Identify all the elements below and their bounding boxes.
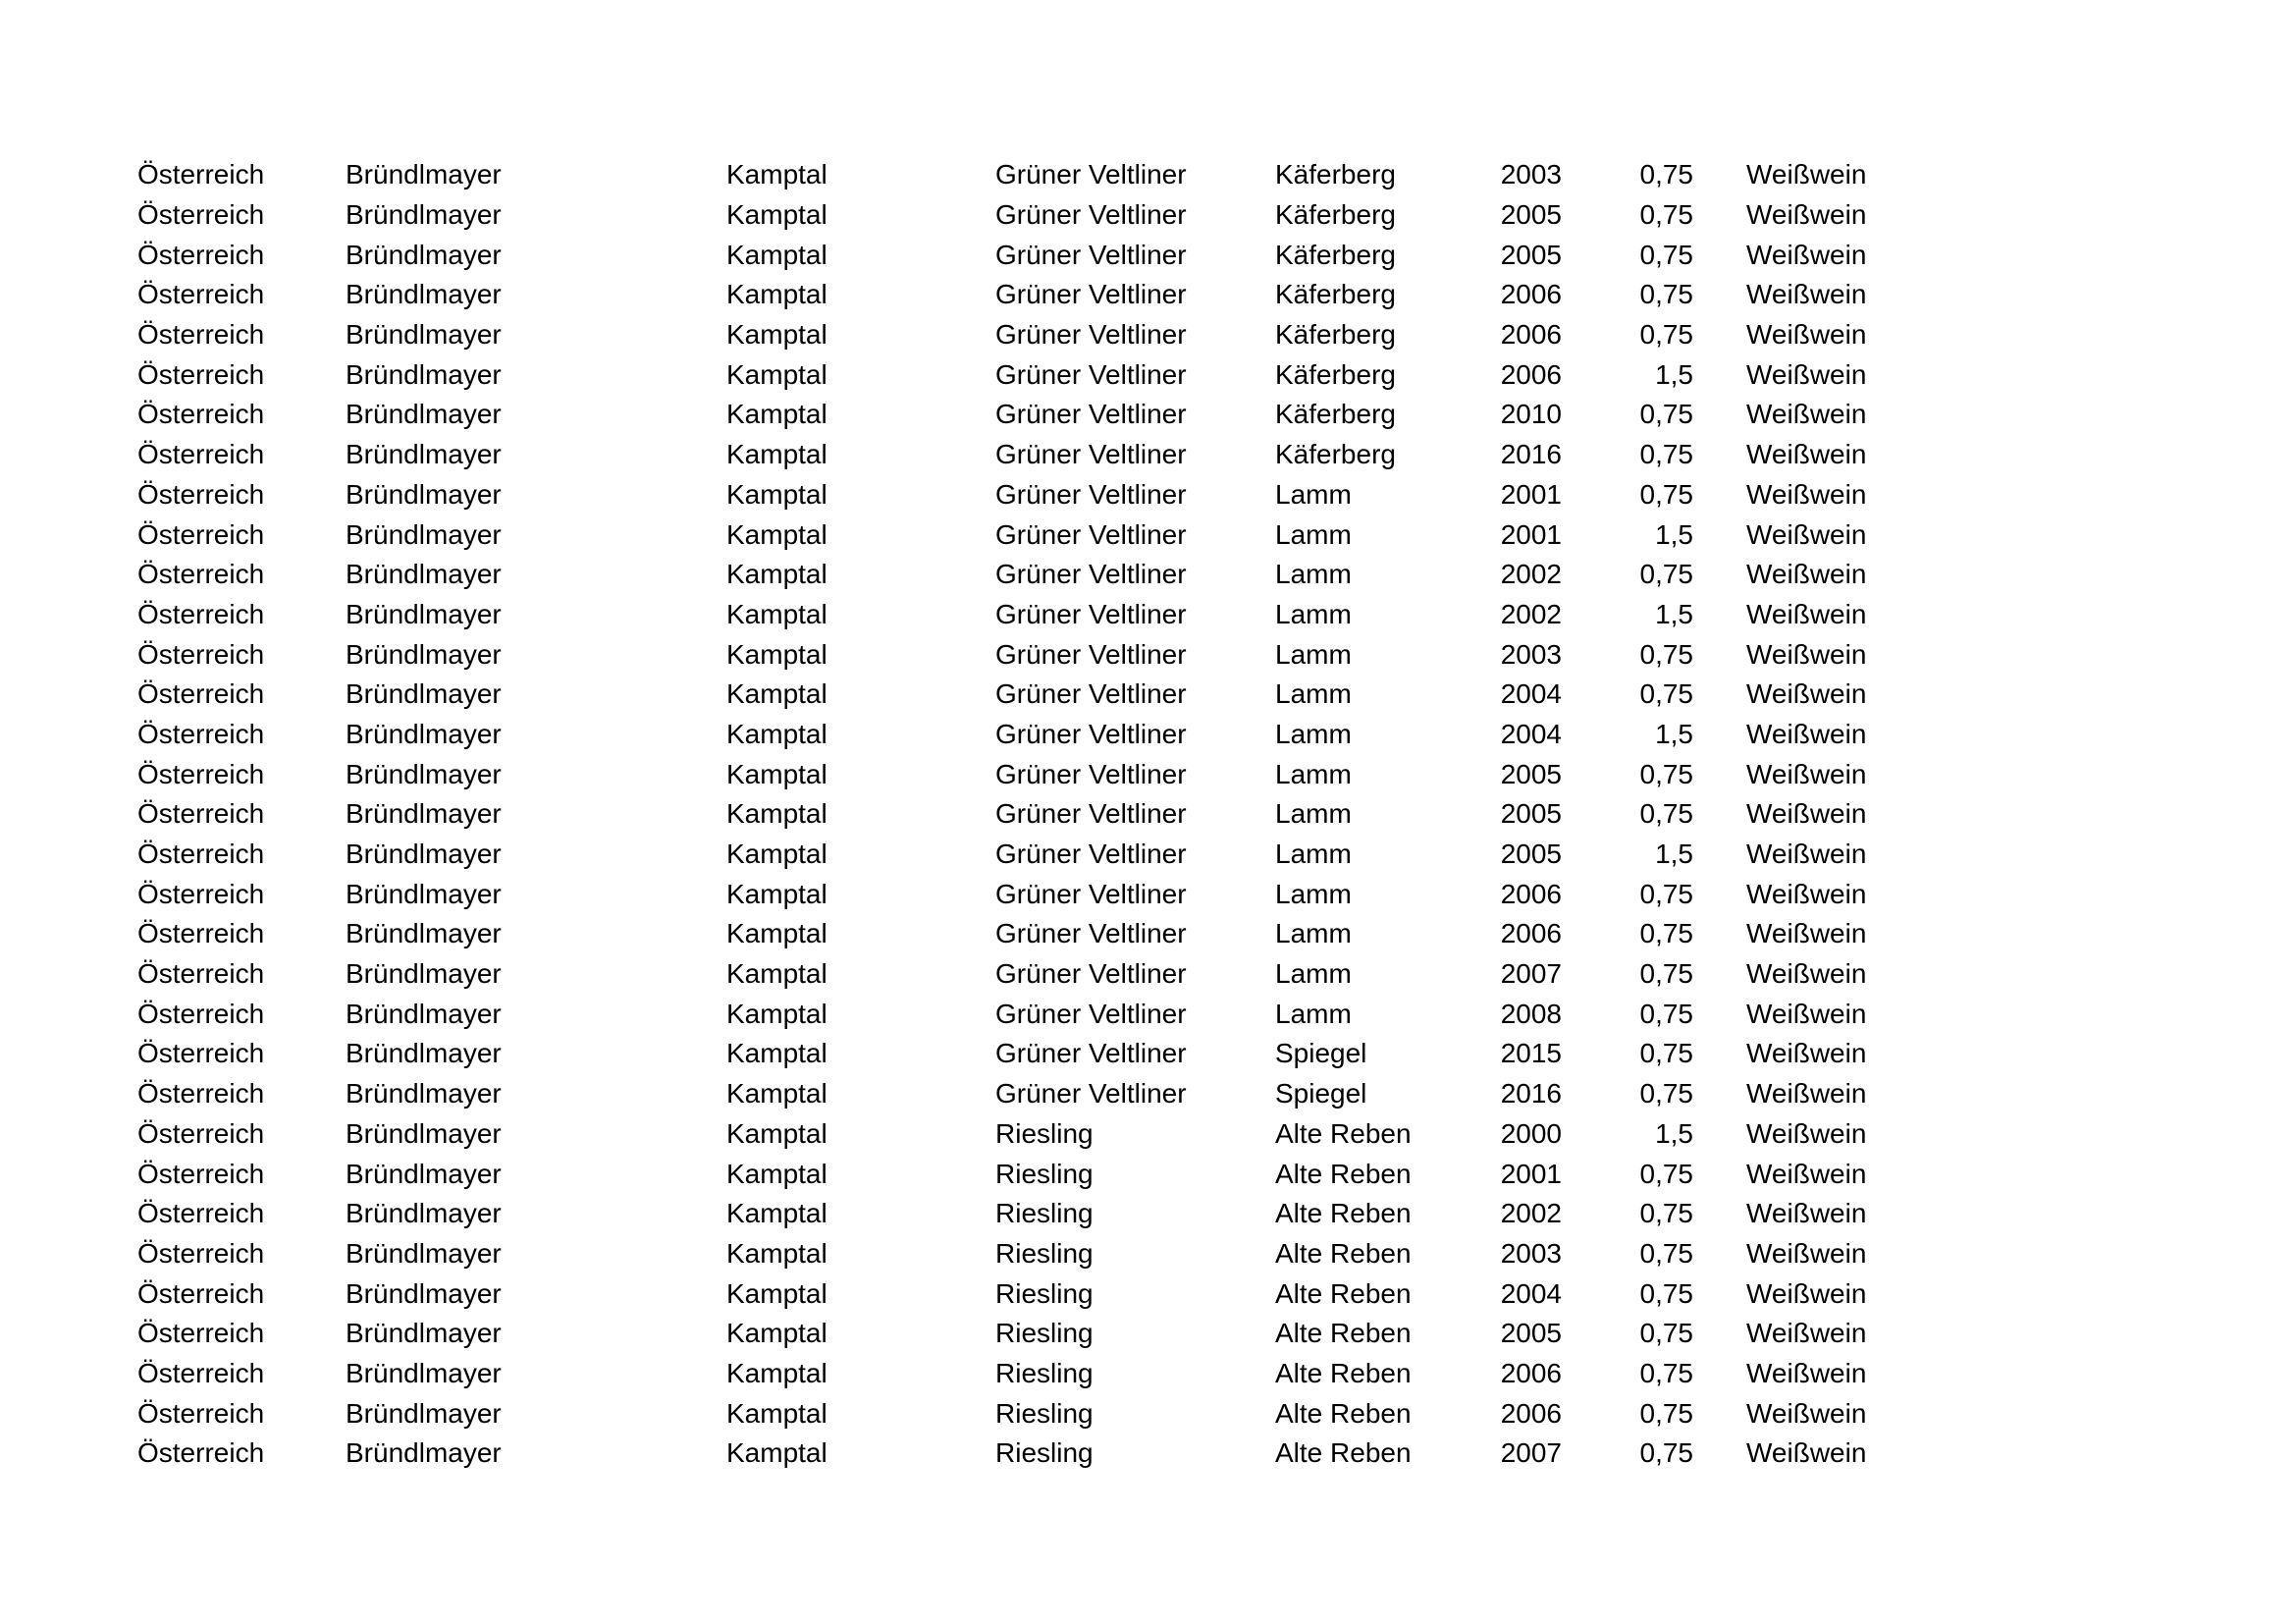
- vintage-cell: 2002: [1500, 1198, 1562, 1229]
- vineyard-cell: Lamm: [1275, 958, 1352, 990]
- vineyard-cell: Lamm: [1275, 478, 1352, 510]
- producer-cell: Bründlmayer: [346, 1198, 502, 1229]
- region-cell: Kamptal: [726, 1078, 828, 1110]
- country-cell: Österreich: [137, 1357, 265, 1388]
- table-row: [137, 155, 1866, 195]
- table-row: [137, 1393, 1866, 1434]
- grape-cell: Grüner Veltliner: [995, 199, 1187, 231]
- grape-cell: Riesling: [995, 1437, 1094, 1469]
- bottle-size-cell: 1,5: [1655, 358, 1693, 390]
- country-cell: Österreich: [137, 199, 265, 231]
- table-row: [137, 354, 1866, 395]
- wine-type-cell: Weißwein: [1746, 1237, 1867, 1269]
- country-cell: Österreich: [137, 958, 265, 990]
- region-cell: Kamptal: [726, 478, 828, 510]
- producer-cell: Bründlmayer: [346, 878, 502, 909]
- table-row: [137, 634, 1866, 675]
- table-row: [137, 1273, 1866, 1314]
- table-row: [137, 1074, 1866, 1114]
- wine-type-cell: Weißwein: [1746, 239, 1867, 270]
- vintage-cell: 2002: [1500, 598, 1562, 629]
- bottle-size-cell: 0,75: [1639, 1318, 1693, 1349]
- table-row: [137, 1194, 1866, 1234]
- vineyard-cell: Käferberg: [1275, 199, 1396, 231]
- country-cell: Österreich: [137, 279, 265, 310]
- bottle-size-cell: 0,75: [1639, 958, 1693, 990]
- bottle-size-cell: 0,75: [1639, 878, 1693, 909]
- producer-cell: Bründlmayer: [346, 638, 502, 670]
- bottle-size-cell: 1,5: [1655, 598, 1693, 629]
- grape-cell: Grüner Veltliner: [995, 439, 1187, 470]
- producer-cell: Bründlmayer: [346, 839, 502, 870]
- wine-type-cell: Weißwein: [1746, 638, 1867, 670]
- bottle-size-cell: 0,75: [1639, 399, 1693, 430]
- table-row: [137, 1314, 1866, 1354]
- producer-cell: Bründlmayer: [346, 1437, 502, 1469]
- country-cell: Österreich: [137, 878, 265, 909]
- vintage-cell: 2003: [1500, 638, 1562, 670]
- producer-cell: Bründlmayer: [346, 1237, 502, 1269]
- bottle-size-cell: 0,75: [1639, 1357, 1693, 1388]
- table-row: [137, 1434, 1866, 1474]
- grape-cell: Grüner Veltliner: [995, 279, 1187, 310]
- table-row: [137, 514, 1866, 555]
- grape-cell: Grüner Veltliner: [995, 239, 1187, 270]
- vintage-cell: 2005: [1500, 199, 1562, 231]
- bottle-size-cell: 0,75: [1639, 998, 1693, 1029]
- table-row: [137, 1034, 1866, 1074]
- country-cell: Österreich: [137, 1117, 265, 1149]
- vintage-cell: 2007: [1500, 958, 1562, 990]
- table-row: [137, 315, 1866, 355]
- wine-type-cell: Weißwein: [1746, 798, 1867, 830]
- wine-type-cell: Weißwein: [1746, 958, 1867, 990]
- bottle-size-cell: 0,75: [1639, 1158, 1693, 1189]
- country-cell: Österreich: [137, 439, 265, 470]
- producer-cell: Bründlmayer: [346, 1117, 502, 1149]
- region-cell: Kamptal: [726, 839, 828, 870]
- country-cell: Österreich: [137, 1397, 265, 1429]
- country-cell: Österreich: [137, 1198, 265, 1229]
- bottle-size-cell: 0,75: [1639, 478, 1693, 510]
- grape-cell: Grüner Veltliner: [995, 958, 1187, 990]
- bottle-size-cell: 0,75: [1639, 1277, 1693, 1309]
- table-row: [137, 794, 1866, 835]
- region-cell: Kamptal: [726, 358, 828, 390]
- vineyard-cell: Käferberg: [1275, 439, 1396, 470]
- region-cell: Kamptal: [726, 1237, 828, 1269]
- country-cell: Österreich: [137, 1277, 265, 1309]
- country-cell: Österreich: [137, 798, 265, 830]
- region-cell: Kamptal: [726, 518, 828, 550]
- vintage-cell: 2007: [1500, 1437, 1562, 1469]
- vineyard-cell: Lamm: [1275, 758, 1352, 789]
- wine-type-cell: Weißwein: [1746, 518, 1867, 550]
- bottle-size-cell: 0,75: [1639, 678, 1693, 710]
- country-cell: Österreich: [137, 998, 265, 1029]
- region-cell: Kamptal: [726, 199, 828, 231]
- country-cell: Österreich: [137, 1437, 265, 1469]
- producer-cell: Bründlmayer: [346, 1158, 502, 1189]
- region-cell: Kamptal: [726, 279, 828, 310]
- vineyard-cell: Lamm: [1275, 718, 1352, 749]
- vineyard-cell: Lamm: [1275, 839, 1352, 870]
- table-row: [137, 675, 1866, 715]
- table-row: [137, 914, 1866, 954]
- region-cell: Kamptal: [726, 638, 828, 670]
- grape-cell: Grüner Veltliner: [995, 638, 1187, 670]
- grape-cell: Grüner Veltliner: [995, 399, 1187, 430]
- table-row: [137, 195, 1866, 236]
- country-cell: Österreich: [137, 678, 265, 710]
- vintage-cell: 2004: [1500, 1277, 1562, 1309]
- producer-cell: Bründlmayer: [346, 399, 502, 430]
- vintage-cell: 2006: [1500, 319, 1562, 351]
- wine-type-cell: Weißwein: [1746, 1038, 1867, 1069]
- wine-type-cell: Weißwein: [1746, 159, 1867, 190]
- grape-cell: Grüner Veltliner: [995, 918, 1187, 949]
- wine-type-cell: Weißwein: [1746, 559, 1867, 590]
- bottle-size-cell: 0,75: [1639, 758, 1693, 789]
- country-cell: Österreich: [137, 1038, 265, 1069]
- bottle-size-cell: 1,5: [1655, 839, 1693, 870]
- region-cell: Kamptal: [726, 439, 828, 470]
- vineyard-cell: Alte Reben: [1275, 1198, 1412, 1229]
- region-cell: Kamptal: [726, 1357, 828, 1388]
- bottle-size-cell: 0,75: [1639, 199, 1693, 231]
- grape-cell: Grüner Veltliner: [995, 1038, 1187, 1069]
- grape-cell: Riesling: [995, 1117, 1094, 1149]
- table-row: [137, 1154, 1866, 1194]
- wine-type-cell: Weißwein: [1746, 1318, 1867, 1349]
- vineyard-cell: Alte Reben: [1275, 1397, 1412, 1429]
- producer-cell: Bründlmayer: [346, 718, 502, 749]
- grape-cell: Grüner Veltliner: [995, 678, 1187, 710]
- bottle-size-cell: 1,5: [1655, 518, 1693, 550]
- wine-type-cell: Weißwein: [1746, 878, 1867, 909]
- bottle-size-cell: 0,75: [1639, 439, 1693, 470]
- wine-type-cell: Weißwein: [1746, 598, 1867, 629]
- grape-cell: Riesling: [995, 1237, 1094, 1269]
- vineyard-cell: Käferberg: [1275, 279, 1396, 310]
- country-cell: Österreich: [137, 358, 265, 390]
- vineyard-cell: Lamm: [1275, 598, 1352, 629]
- country-cell: Österreich: [137, 1237, 265, 1269]
- vineyard-cell: Alte Reben: [1275, 1277, 1412, 1309]
- grape-cell: Grüner Veltliner: [995, 559, 1187, 590]
- table-row: [137, 874, 1866, 914]
- grape-cell: Grüner Veltliner: [995, 878, 1187, 909]
- producer-cell: Bründlmayer: [346, 998, 502, 1029]
- region-cell: Kamptal: [726, 399, 828, 430]
- region-cell: Kamptal: [726, 239, 828, 270]
- vineyard-cell: Alte Reben: [1275, 1357, 1412, 1388]
- producer-cell: Bründlmayer: [346, 518, 502, 550]
- wine-type-cell: Weißwein: [1746, 1117, 1867, 1149]
- vineyard-cell: Käferberg: [1275, 399, 1396, 430]
- vineyard-cell: Lamm: [1275, 559, 1352, 590]
- producer-cell: Bründlmayer: [346, 1318, 502, 1349]
- region-cell: Kamptal: [726, 958, 828, 990]
- vintage-cell: 2006: [1500, 878, 1562, 909]
- region-cell: Kamptal: [726, 718, 828, 749]
- vintage-cell: 2006: [1500, 1357, 1562, 1388]
- country-cell: Österreich: [137, 319, 265, 351]
- region-cell: Kamptal: [726, 598, 828, 629]
- bottle-size-cell: 0,75: [1639, 319, 1693, 351]
- table-row: [137, 954, 1866, 995]
- table-row: [137, 1114, 1866, 1155]
- region-cell: Kamptal: [726, 918, 828, 949]
- grape-cell: Grüner Veltliner: [995, 798, 1187, 830]
- vineyard-cell: Lamm: [1275, 918, 1352, 949]
- wine-type-cell: Weißwein: [1746, 758, 1867, 789]
- country-cell: Österreich: [137, 1158, 265, 1189]
- vineyard-cell: Lamm: [1275, 518, 1352, 550]
- vintage-cell: 2000: [1500, 1117, 1562, 1149]
- grape-cell: Riesling: [995, 1397, 1094, 1429]
- region-cell: Kamptal: [726, 998, 828, 1029]
- grape-cell: Riesling: [995, 1198, 1094, 1229]
- country-cell: Österreich: [137, 839, 265, 870]
- vintage-cell: 2001: [1500, 478, 1562, 510]
- wine-type-cell: Weißwein: [1746, 998, 1867, 1029]
- grape-cell: Grüner Veltliner: [995, 718, 1187, 749]
- wine-type-cell: Weißwein: [1746, 478, 1867, 510]
- region-cell: Kamptal: [726, 1318, 828, 1349]
- wine-list-table: [137, 155, 1866, 1474]
- country-cell: Österreich: [137, 1078, 265, 1110]
- grape-cell: Riesling: [995, 1277, 1094, 1309]
- producer-cell: Bründlmayer: [346, 1357, 502, 1388]
- bottle-size-cell: 0,75: [1639, 918, 1693, 949]
- producer-cell: Bründlmayer: [346, 478, 502, 510]
- table-row: [137, 235, 1866, 275]
- vineyard-cell: Käferberg: [1275, 239, 1396, 270]
- country-cell: Österreich: [137, 399, 265, 430]
- producer-cell: Bründlmayer: [346, 678, 502, 710]
- region-cell: Kamptal: [726, 159, 828, 190]
- region-cell: Kamptal: [726, 1198, 828, 1229]
- country-cell: Österreich: [137, 638, 265, 670]
- bottle-size-cell: 0,75: [1639, 1038, 1693, 1069]
- country-cell: Österreich: [137, 518, 265, 550]
- vineyard-cell: Käferberg: [1275, 358, 1396, 390]
- producer-cell: Bründlmayer: [346, 439, 502, 470]
- producer-cell: Bründlmayer: [346, 159, 502, 190]
- region-cell: Kamptal: [726, 798, 828, 830]
- vintage-cell: 2005: [1500, 758, 1562, 789]
- vineyard-cell: Alte Reben: [1275, 1158, 1412, 1189]
- vineyard-cell: Spiegel: [1275, 1078, 1367, 1110]
- wine-type-cell: Weißwein: [1746, 839, 1867, 870]
- vintage-cell: 2005: [1500, 839, 1562, 870]
- table-row: [137, 994, 1866, 1034]
- wine-type-cell: Weißwein: [1746, 1078, 1867, 1110]
- table-row: [137, 1354, 1866, 1394]
- vintage-cell: 2001: [1500, 518, 1562, 550]
- vintage-cell: 2005: [1500, 798, 1562, 830]
- vineyard-cell: Käferberg: [1275, 159, 1396, 190]
- producer-cell: Bründlmayer: [346, 1078, 502, 1110]
- bottle-size-cell: 1,5: [1655, 1117, 1693, 1149]
- grape-cell: Grüner Veltliner: [995, 839, 1187, 870]
- producer-cell: Bründlmayer: [346, 1038, 502, 1069]
- region-cell: Kamptal: [726, 319, 828, 351]
- region-cell: Kamptal: [726, 878, 828, 909]
- vintage-cell: 2002: [1500, 559, 1562, 590]
- producer-cell: Bründlmayer: [346, 758, 502, 789]
- bottle-size-cell: 0,75: [1639, 798, 1693, 830]
- vineyard-cell: Spiegel: [1275, 1038, 1367, 1069]
- bottle-size-cell: 1,5: [1655, 718, 1693, 749]
- country-cell: Österreich: [137, 559, 265, 590]
- vineyard-cell: Alte Reben: [1275, 1437, 1412, 1469]
- vineyard-cell: Lamm: [1275, 638, 1352, 670]
- region-cell: Kamptal: [726, 1397, 828, 1429]
- wine-type-cell: Weißwein: [1746, 319, 1867, 351]
- wine-type-cell: Weißwein: [1746, 199, 1867, 231]
- wine-type-cell: Weißwein: [1746, 358, 1867, 390]
- bottle-size-cell: 0,75: [1639, 559, 1693, 590]
- vineyard-cell: Alte Reben: [1275, 1117, 1412, 1149]
- vintage-cell: 2004: [1500, 678, 1562, 710]
- country-cell: Österreich: [137, 758, 265, 789]
- wine-type-cell: Weißwein: [1746, 718, 1867, 749]
- wine-type-cell: Weißwein: [1746, 1357, 1867, 1388]
- vintage-cell: 2004: [1500, 718, 1562, 749]
- region-cell: Kamptal: [726, 678, 828, 710]
- producer-cell: Bründlmayer: [346, 798, 502, 830]
- vineyard-cell: Alte Reben: [1275, 1318, 1412, 1349]
- vintage-cell: 2016: [1500, 1078, 1562, 1110]
- producer-cell: Bründlmayer: [346, 239, 502, 270]
- country-cell: Österreich: [137, 598, 265, 629]
- region-cell: Kamptal: [726, 1038, 828, 1069]
- grape-cell: Grüner Veltliner: [995, 598, 1187, 629]
- bottle-size-cell: 0,75: [1639, 1437, 1693, 1469]
- region-cell: Kamptal: [726, 559, 828, 590]
- vineyard-cell: Lamm: [1275, 678, 1352, 710]
- table-row: [137, 275, 1866, 315]
- wine-type-cell: Weißwein: [1746, 678, 1867, 710]
- country-cell: Österreich: [137, 1318, 265, 1349]
- table-row: [137, 595, 1866, 635]
- grape-cell: Grüner Veltliner: [995, 998, 1187, 1029]
- table-row: [137, 715, 1866, 755]
- table-row: [137, 1234, 1866, 1274]
- vineyard-cell: Käferberg: [1275, 319, 1396, 351]
- producer-cell: Bründlmayer: [346, 358, 502, 390]
- bottle-size-cell: 0,75: [1639, 1237, 1693, 1269]
- country-cell: Österreich: [137, 918, 265, 949]
- producer-cell: Bründlmayer: [346, 958, 502, 990]
- country-cell: Österreich: [137, 239, 265, 270]
- vineyard-cell: Lamm: [1275, 878, 1352, 909]
- grape-cell: Grüner Veltliner: [995, 319, 1187, 351]
- country-cell: Österreich: [137, 478, 265, 510]
- grape-cell: Riesling: [995, 1357, 1094, 1388]
- table-row: [137, 475, 1866, 515]
- grape-cell: Grüner Veltliner: [995, 159, 1187, 190]
- vintage-cell: 2005: [1500, 239, 1562, 270]
- region-cell: Kamptal: [726, 1158, 828, 1189]
- bottle-size-cell: 0,75: [1639, 239, 1693, 270]
- vineyard-cell: Lamm: [1275, 798, 1352, 830]
- country-cell: Österreich: [137, 718, 265, 749]
- producer-cell: Bründlmayer: [346, 319, 502, 351]
- producer-cell: Bründlmayer: [346, 598, 502, 629]
- vintage-cell: 2006: [1500, 918, 1562, 949]
- bottle-size-cell: 0,75: [1639, 1078, 1693, 1110]
- vintage-cell: 2001: [1500, 1158, 1562, 1189]
- vintage-cell: 2003: [1500, 159, 1562, 190]
- wine-type-cell: Weißwein: [1746, 399, 1867, 430]
- table-row: [137, 395, 1866, 435]
- vintage-cell: 2010: [1500, 399, 1562, 430]
- table-row: [137, 835, 1866, 875]
- producer-cell: Bründlmayer: [346, 918, 502, 949]
- wine-type-cell: Weißwein: [1746, 1158, 1867, 1189]
- vintage-cell: 2006: [1500, 279, 1562, 310]
- region-cell: Kamptal: [726, 1117, 828, 1149]
- vintage-cell: 2003: [1500, 1237, 1562, 1269]
- vineyard-cell: Alte Reben: [1275, 1237, 1412, 1269]
- producer-cell: Bründlmayer: [346, 279, 502, 310]
- producer-cell: Bründlmayer: [346, 1397, 502, 1429]
- table-row: [137, 435, 1866, 475]
- grape-cell: Riesling: [995, 1158, 1094, 1189]
- vintage-cell: 2006: [1500, 358, 1562, 390]
- wine-type-cell: Weißwein: [1746, 279, 1867, 310]
- producer-cell: Bründlmayer: [346, 559, 502, 590]
- grape-cell: Grüner Veltliner: [995, 478, 1187, 510]
- bottle-size-cell: 0,75: [1639, 1198, 1693, 1229]
- vineyard-cell: Lamm: [1275, 998, 1352, 1029]
- bottle-size-cell: 0,75: [1639, 279, 1693, 310]
- wine-type-cell: Weißwein: [1746, 918, 1867, 949]
- wine-type-cell: Weißwein: [1746, 1198, 1867, 1229]
- table-row: [137, 754, 1866, 794]
- producer-cell: Bründlmayer: [346, 1277, 502, 1309]
- vintage-cell: 2006: [1500, 1397, 1562, 1429]
- grape-cell: Grüner Veltliner: [995, 758, 1187, 789]
- grape-cell: Grüner Veltliner: [995, 358, 1187, 390]
- table-row: [137, 555, 1866, 595]
- wine-type-cell: Weißwein: [1746, 439, 1867, 470]
- grape-cell: Grüner Veltliner: [995, 518, 1187, 550]
- wine-type-cell: Weißwein: [1746, 1437, 1867, 1469]
- grape-cell: Grüner Veltliner: [995, 1078, 1187, 1110]
- wine-type-cell: Weißwein: [1746, 1277, 1867, 1309]
- region-cell: Kamptal: [726, 1277, 828, 1309]
- producer-cell: Bründlmayer: [346, 199, 502, 231]
- table-body: [137, 155, 1866, 1474]
- country-cell: Österreich: [137, 159, 265, 190]
- region-cell: Kamptal: [726, 758, 828, 789]
- bottle-size-cell: 0,75: [1639, 159, 1693, 190]
- vintage-cell: 2005: [1500, 1318, 1562, 1349]
- grape-cell: Riesling: [995, 1318, 1094, 1349]
- bottle-size-cell: 0,75: [1639, 638, 1693, 670]
- vintage-cell: 2008: [1500, 998, 1562, 1029]
- wine-type-cell: Weißwein: [1746, 1397, 1867, 1429]
- vintage-cell: 2015: [1500, 1038, 1562, 1069]
- bottle-size-cell: 0,75: [1639, 1397, 1693, 1429]
- vintage-cell: 2016: [1500, 439, 1562, 470]
- region-cell: Kamptal: [726, 1437, 828, 1469]
